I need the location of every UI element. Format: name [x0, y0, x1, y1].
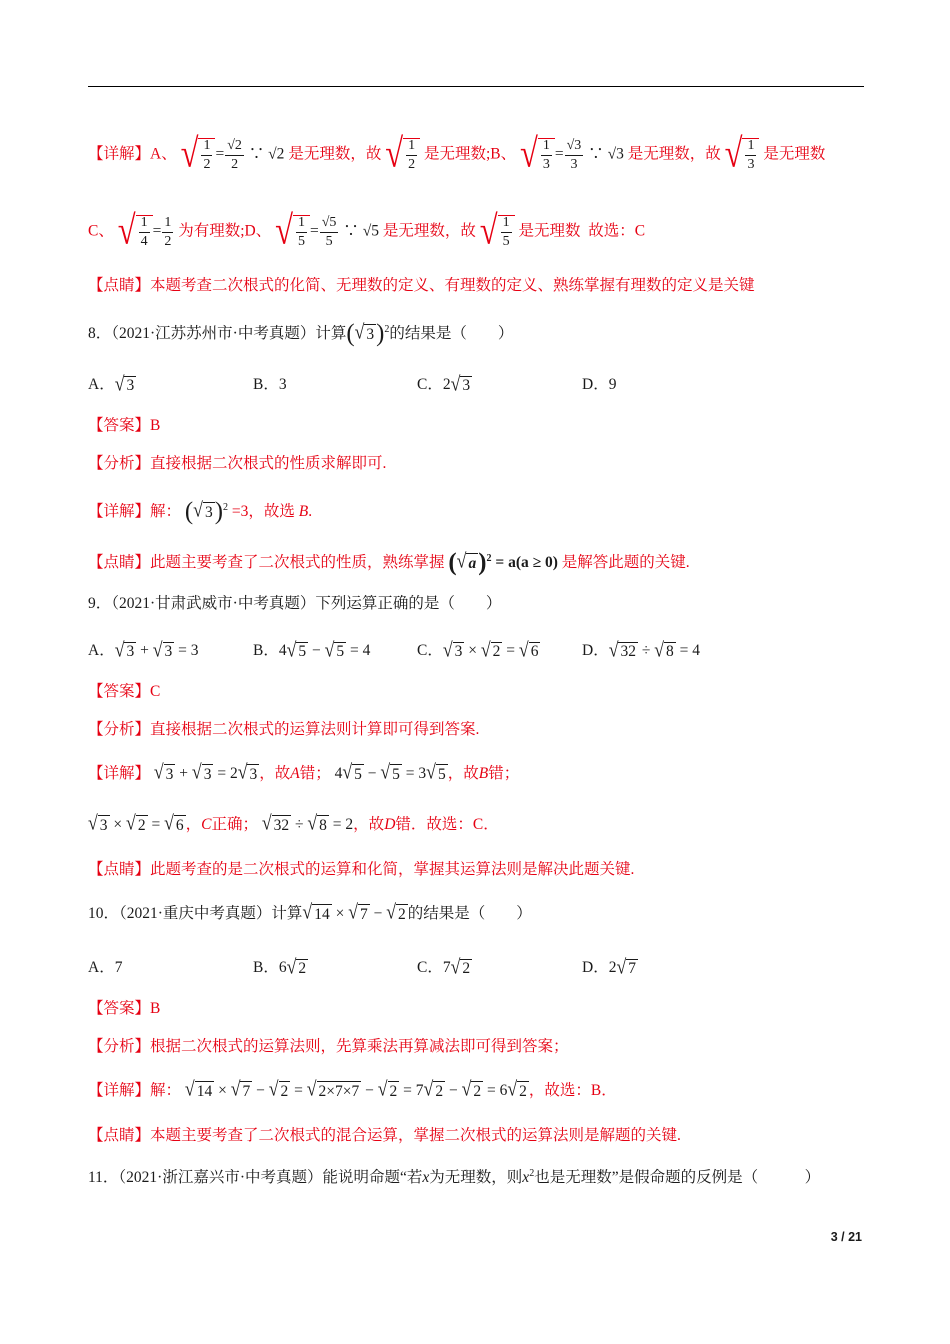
q10-analysis: 【分析】根据二次根式的运算法则，先算乘法再算减法即可得到答案；	[88, 1038, 569, 1055]
q10-option-b: B．6 √ 2	[253, 955, 307, 979]
q7-detail-line-2: C、 √ $\frac{1}{4}$ = $\frac{1}{2}$ 为有理数;D、 √ $\frac{1}{5}$ = $\frac{√5}{5}$ ∵ √5 是无理数，故 √ $\frac{1}{5}$ 是无理数 故选：C	[88, 208, 646, 254]
q8-comment: 【点睛】此题主要考查了二次根式的性质，熟练掌握 ( √ a )$^2$ = a(a ≥ 0) 是解答此题的关键.	[88, 549, 690, 577]
q8-stem: 8．（2021·江苏苏州市·中考真题）计算( √ 3 )$^2$的结果是（ ）	[88, 320, 514, 348]
q9-comment: 【点睛】此题考查的是二次根式的运算和化简，掌握其运算法则是解决此题关键.	[88, 861, 635, 878]
q10-answer: 【答案】B	[88, 1000, 161, 1017]
q8-option-b: B．3	[253, 376, 287, 393]
q9-stem: 9．（2021·甘肃武威市·中考真题）下列运算正确的是（ ）	[88, 595, 502, 612]
q9-detail-line-1: 【详解】 √ 3 + √ 3 = 2 √ 3 ，故A错； 4 √ 5 − √ 5 = 3 √ 5 ，故B错；	[88, 760, 520, 784]
q8-answer: 【答案】B	[88, 417, 161, 434]
q9-option-d: D． √ 32 ÷ √ 8 = 4	[582, 638, 701, 662]
page-number: 3 / 21	[830, 1230, 862, 1244]
q7-detail-line-1: 【详解】A、 √ $\frac{1}{2}$ = $\frac{√2}{2}$ ∵ √2 是无理数，故 √ $\frac{1}{2}$ 是无理数;B、 √ $\frac{1}{3}$ = $\frac{√3}{3}$ ∵ √3 是无理数，故 √ $\frac{1}{3}$ 是无理数	[88, 131, 826, 177]
q9-option-b: B．4 √ 5 − √ 5 = 4	[253, 638, 371, 662]
q10-option-d: D．2 √ 7	[582, 955, 636, 979]
q10-option-a: A．7	[88, 959, 123, 976]
q8-option-c: C．2 √ 3	[417, 372, 471, 396]
header-rule	[88, 86, 864, 87]
q9-analysis: 【分析】直接根据二次根式的运算法则计算即可得到答案.	[88, 721, 480, 738]
q11-stem: 11．（2021·浙江嘉兴市·中考真题）能说明命题“若x为无理数，则$x^2$也是无理数”是假命题的反例是（ ）	[88, 1168, 821, 1187]
q8-analysis: 【分析】直接根据二次根式的性质求解即可.	[88, 455, 387, 472]
q8-option-d: D．9	[582, 376, 617, 393]
q8-option-a: A． √ 3	[88, 372, 135, 396]
q10-comment: 【点睛】本题主要考查了二次根式的混合运算，掌握二次根式的运算法则是解题的关键.	[88, 1127, 681, 1144]
q9-answer: 【答案】C	[88, 683, 161, 700]
q9-detail-line-2: √ 3 × √ 2 = √ 6 ，C正确； √ 32 ÷ √ 8 = 2，故D错．故选：C．	[88, 811, 499, 835]
q10-option-c: C．7 √ 2	[417, 955, 471, 979]
q10-detail: 【详解】解： √ 14 × √ 7 − √ 2 = √ 2×7×7 − √ 2 = 7 √ 2 − √ 2 = 6 √ 2 ，故选：B．	[88, 1077, 617, 1101]
q9-option-c: C． √ 3 × √ 2 = √ 6	[417, 638, 539, 662]
q9-option-a: A． √ 3 + √ 3 = 3	[88, 638, 199, 662]
q10-stem: 10．（2021·重庆中考真题）计算 √ 14 × √ 7 − √ 2 的结果是（ ）	[88, 900, 532, 924]
q7-comment: 【点睛】本题考查二次根式的化简、无理数的定义、有理数的定义、熟练掌握有理数的定义是关键	[88, 277, 755, 294]
q8-detail: 【详解】解： ( √ 3 )$^2$ =3，故选 B.	[88, 498, 313, 526]
